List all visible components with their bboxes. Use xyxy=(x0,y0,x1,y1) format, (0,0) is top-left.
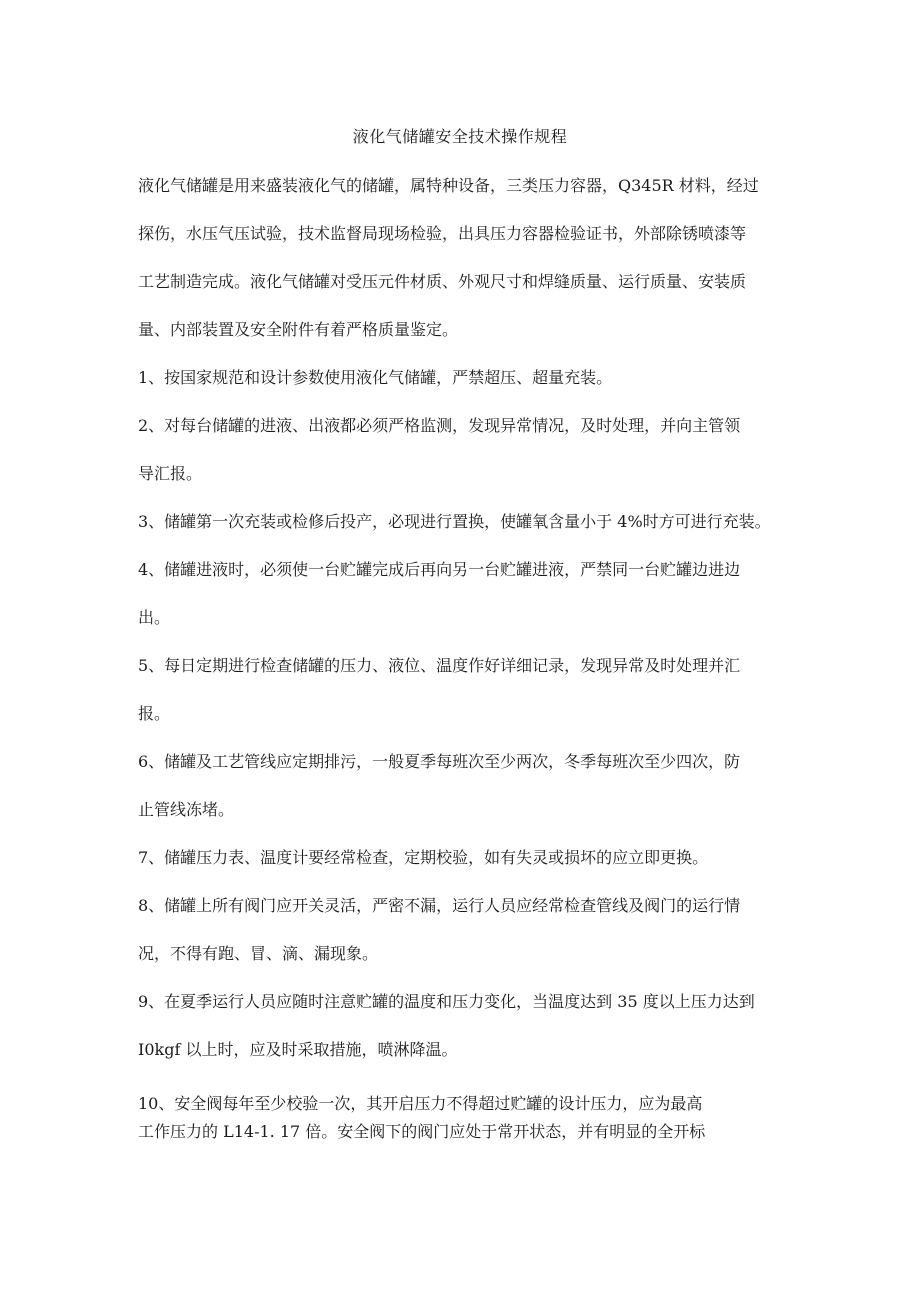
rule-item-5-cont: 报。 xyxy=(138,704,171,723)
rule-item-8-cont: 况，不得有跑、冒、滴、漏现象。 xyxy=(138,944,379,963)
rule-item-7: 7、储罐压力表、温度计要经常检查，定期校验，如有失灵或损坏的应立即更换。 xyxy=(138,848,709,867)
rule-item-8: 8、储罐上所有阀门应开关灵活，严密不漏，运行人员应经常检查管线及阀门的运行情 xyxy=(138,896,741,915)
rule-item-9-cont: I0kgf 以上时，应及时采取措施，喷淋降温。 xyxy=(138,1040,458,1059)
paragraph-line: 液化气储罐是用来盛装液化气的储罐，属特种设备，三类压力容器，Q345R 材料，经过 xyxy=(138,176,759,195)
paragraph-line: 探伤，水压气压试验，技术监督局现场检验，出具压力容器检验证书，外部除锈喷漆等 xyxy=(138,224,747,243)
document-title: 液化气储罐安全技术操作规程 xyxy=(352,127,568,146)
rule-item-10: 10、安全阀每年至少校验一次，其开启压力不得超过贮罐的设计压力，应为最高 xyxy=(138,1094,703,1113)
rule-item-1: 1、按国家规范和设计参数使用液化气储罐，严禁超压、超量充装。 xyxy=(138,368,613,387)
rule-item-6-cont: 止管线冻堵。 xyxy=(138,800,235,819)
paragraph-line: 量、内部装置及安全附件有着严格质量鉴定。 xyxy=(138,320,459,339)
rule-item-5: 5、每日定期进行检查储罐的压力、液位、温度作好详细记录，发现异常及时处理并汇 xyxy=(138,656,741,675)
rule-item-4-cont: 出。 xyxy=(138,608,171,627)
rule-item-9: 9、在夏季运行人员应随时注意贮罐的温度和压力变化，当温度达到 35 度以上压力达到 xyxy=(138,992,755,1011)
rule-item-2-cont: 导汇报。 xyxy=(138,464,203,483)
rule-item-2: 2、对每台储罐的进液、出液都必须严格监测，发现异常情况，及时处理，并向主管领 xyxy=(138,416,741,435)
rule-item-3: 3、储罐第一次充装或检修后投产，必现进行置换，使罐氧含量小于 4%时方可进行充装。 xyxy=(138,512,771,531)
rule-item-10-cont: 工作压力的 L14-1. 17 倍。安全阀下的阀门应处于常开状态，并有明显的全开标 xyxy=(138,1122,706,1141)
rule-item-6: 6、储罐及工艺管线应定期排污，一般夏季每班次至少两次，冬季每班次至少四次，防 xyxy=(138,752,741,771)
rule-item-4: 4、储罐进液时，必须使一台贮罐完成后再向另一台贮罐进液，严禁同一台贮罐边进边 xyxy=(138,560,741,579)
paragraph-line: 工艺制造完成。液化气储罐对受压元件材质、外观尺寸和焊缝质量、运行质量、安装质 xyxy=(138,272,747,291)
